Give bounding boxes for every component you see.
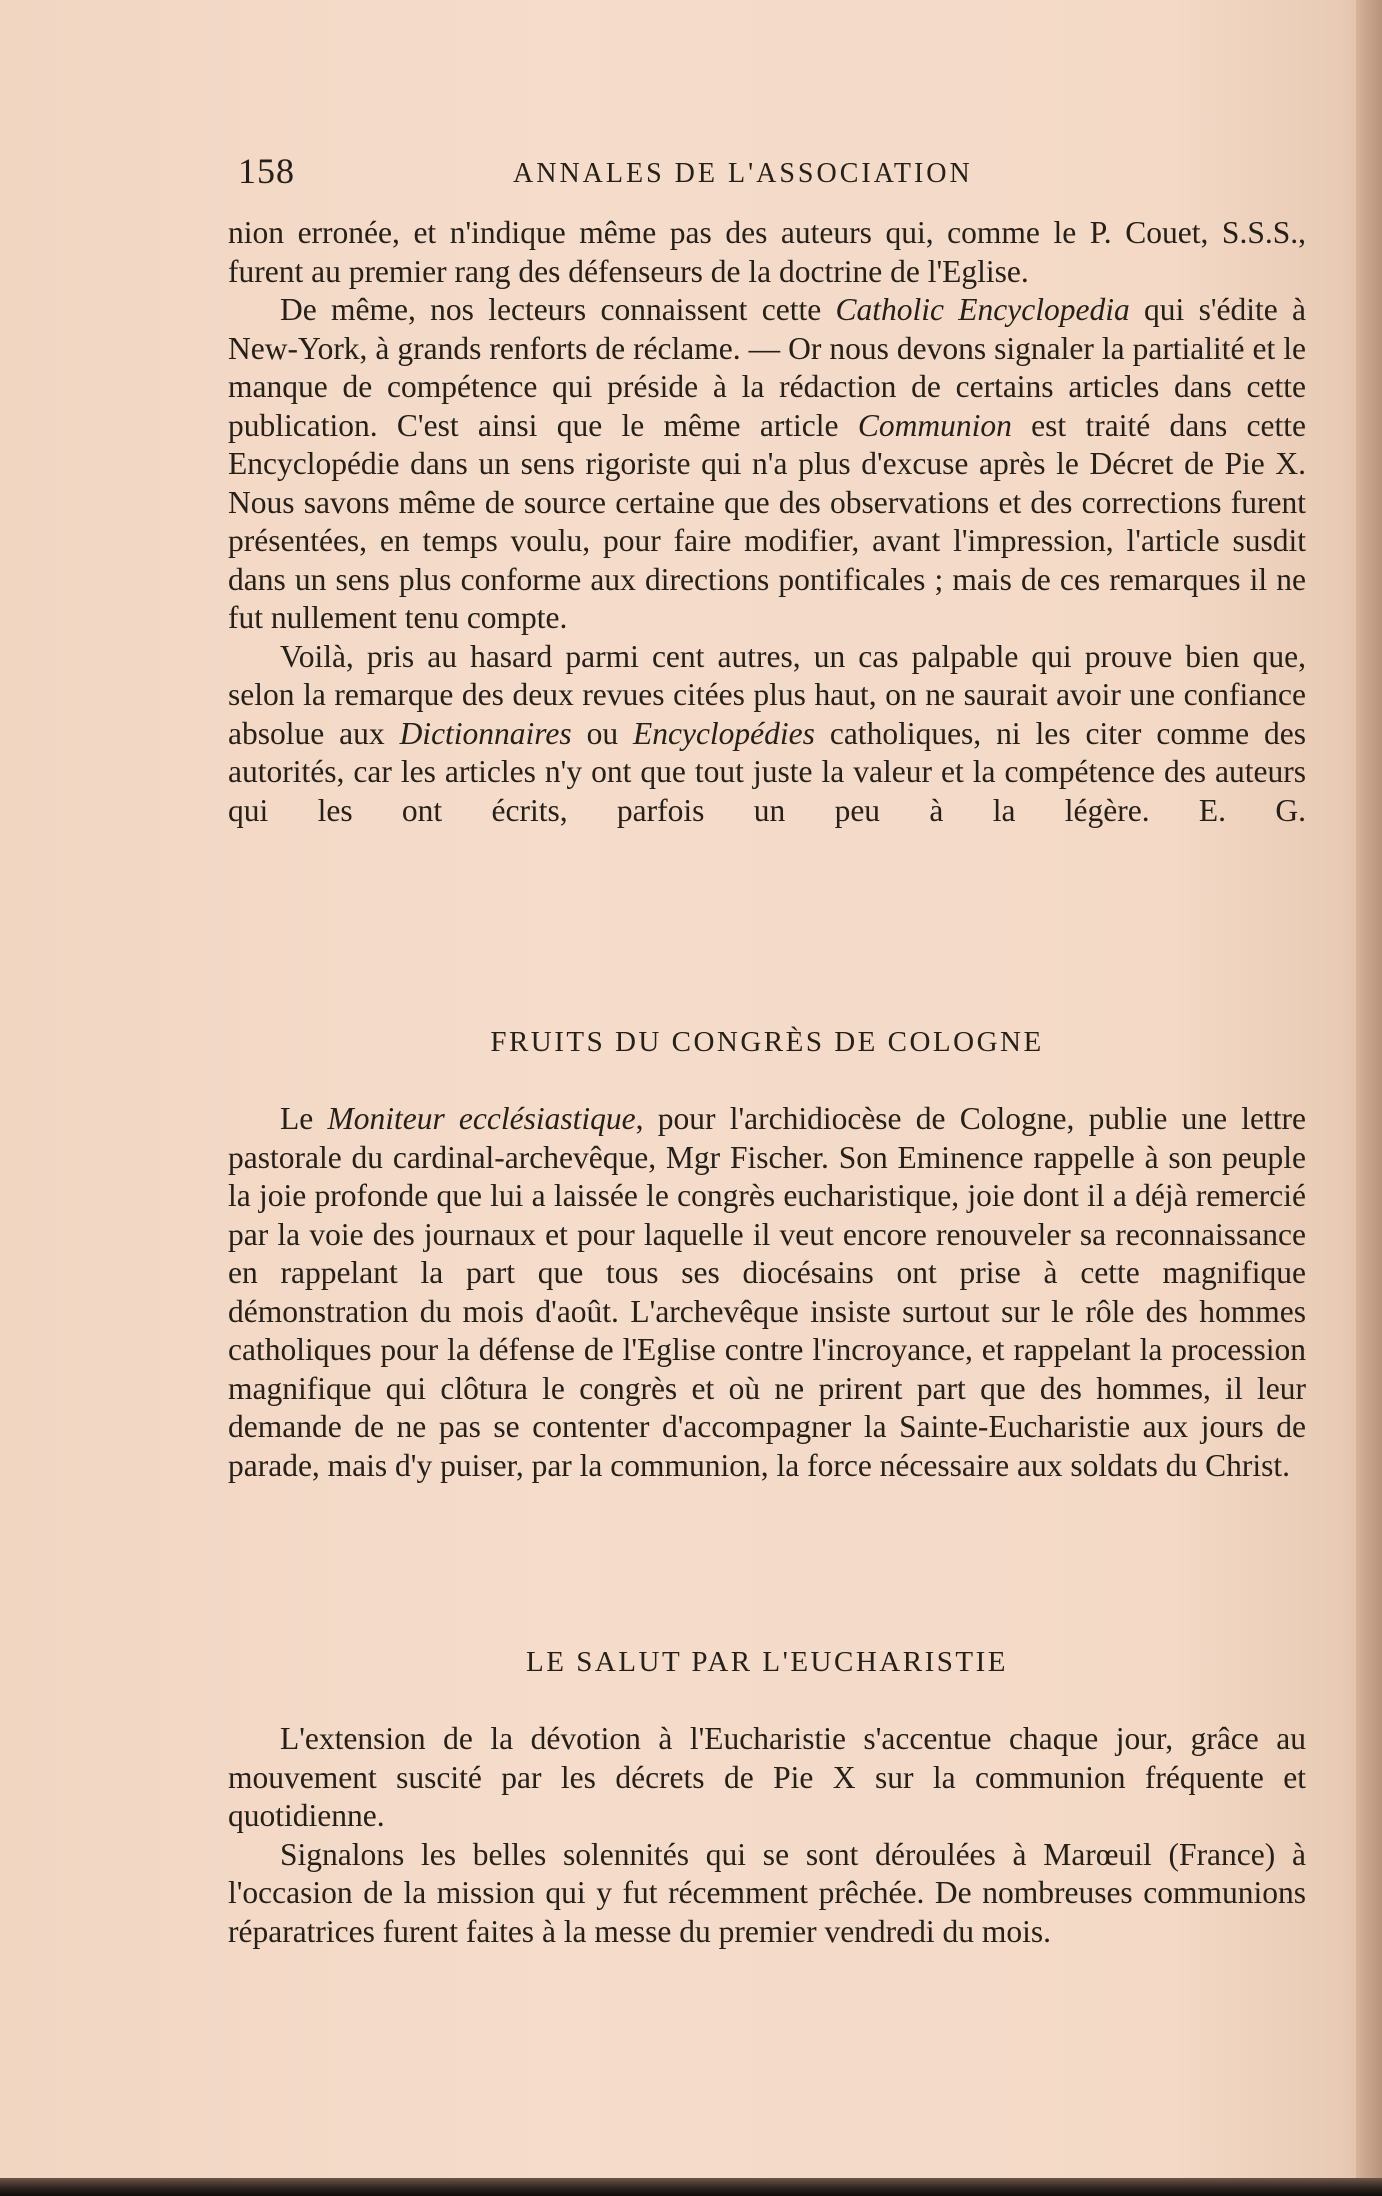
paragraph-text: Signalons les belles solennités qui se sont déroulées à Marœuil (France) à l'occasion de la mission qui y fut récemment prêchée. De nombreuses communions réparatrices furent faites à la messe du premier vendredi du mois.	[228, 1836, 1306, 1949]
page-header	[238, 150, 1308, 196]
paragraph-text: Voilà, pris au hasard parmi cent autres, un cas palpable qui prouve bien que, selon la remarque des deux revues citées plus haut, on ne saurait avoir une confiance absolue aux	[228, 638, 1306, 751]
paragraph-conclusion	[228, 638, 1306, 831]
section-cologne	[228, 1100, 1306, 1485]
paragraph-intro	[228, 214, 1306, 291]
page-edge-bottom	[0, 2178, 1382, 2196]
paragraph-text: nion erronée, et n'indique même pas des auteurs qui, comme le P. Couet, S.S.S., furent au premier rang des défenseurs de la doctrine de l'Eglise.	[228, 215, 1306, 289]
paragraph-text: De même, nos lecteurs connaissent cette	[280, 292, 836, 327]
paragraph-text: L'extension de la dévotion à l'Eucharistie s'accentue chaque jour, grâce au mouvement suscité par les décrets de Pie X sur la communion fréquente et quotidienne.	[228, 1721, 1306, 1833]
paragraph-text: ou	[571, 715, 633, 751]
paragraph-cologne	[228, 1100, 1306, 1485]
author-signature: E. G.	[1198, 792, 1306, 828]
italic-title: Dictionnaires	[399, 715, 572, 751]
paragraph-encyclopedia	[228, 291, 1306, 638]
section-continuation	[228, 214, 1306, 830]
running-title: ANNALES DE L'ASSOCIATION	[513, 158, 973, 189]
page-edge-right	[1356, 0, 1382, 2196]
paragraph-text: , pour l'archidiocèse de Cologne, publie une lettre pastorale du cardinal-archevêque, Mgr Fischer. Son Eminence rappelle à son peuple la joie profonde que lui a laissée le congrès eucharistique, joie dont il a déjà remercié par la voie des journaux et pour laquelle il veut encore renouveler sa reconnaissance en rappelant la part que tous ses diocésains ont prise à cette magnifique démonstration du mois d'août. L'archevêque insiste surtout sur le rôle des hommes catholiques pour la défense de l'Eglise contre l'incroyance, et rappelant la procession magnifique qui clôtura le congrès et où ne prirent part que des hommes, il leur demande de ne pas se contenter d'accompagner la Sainte-Eucharistie aux jours de parade, mais d'y puiser, par la communion, la force nécessaire aux soldats du Christ.	[228, 1101, 1306, 1483]
paragraph-text: catholiques, ni les citer comme des autorités, car les articles n'y ont que tout juste la valeur et la compétence des auteurs qui les ont écrits, parfois un peu à la légère.	[228, 715, 1306, 828]
section-eucharist	[228, 1720, 1306, 1951]
paragraph-text: Le	[280, 1101, 328, 1136]
page-number: 158	[238, 151, 295, 191]
paragraph-maroeuil	[228, 1836, 1306, 1952]
paragraph-extension	[228, 1720, 1306, 1836]
section-heading-cologne: FRUITS DU CONGRÈS DE COLOGNE	[490, 1026, 1044, 1058]
paragraph-text: est traité dans cette Encyclopédie dans un sens rigoriste qui n'a plus d'excuse après le Décret de Pie X. Nous savons même de source certaine que des observations et des corrections furent présentées, en temps voulu, pour faire modifier, avant l'impression, l'article susdit dans un sens plus conforme aux directions pontificales ; mais de ces remarques il ne fut nullement tenu compte.	[228, 407, 1307, 635]
italic-title: Moniteur ecclésiastique	[327, 1101, 636, 1136]
paragraph-text: qui s'édite à New-York, à grands renforts de réclame. — Or nous devons signaler la partialité et le manque de compétence qui préside à la rédaction de certains articles dans cette publication. C'est ainsi que le même article	[228, 292, 1307, 443]
italic-title: Catholic Encyclopedia	[835, 292, 1130, 327]
italic-title: Encyclopédies	[633, 715, 815, 751]
section-heading-eucharist: LE SALUT PAR L'EUCHARISTIE	[526, 1646, 1008, 1678]
italic-title: Communion	[857, 407, 1012, 443]
